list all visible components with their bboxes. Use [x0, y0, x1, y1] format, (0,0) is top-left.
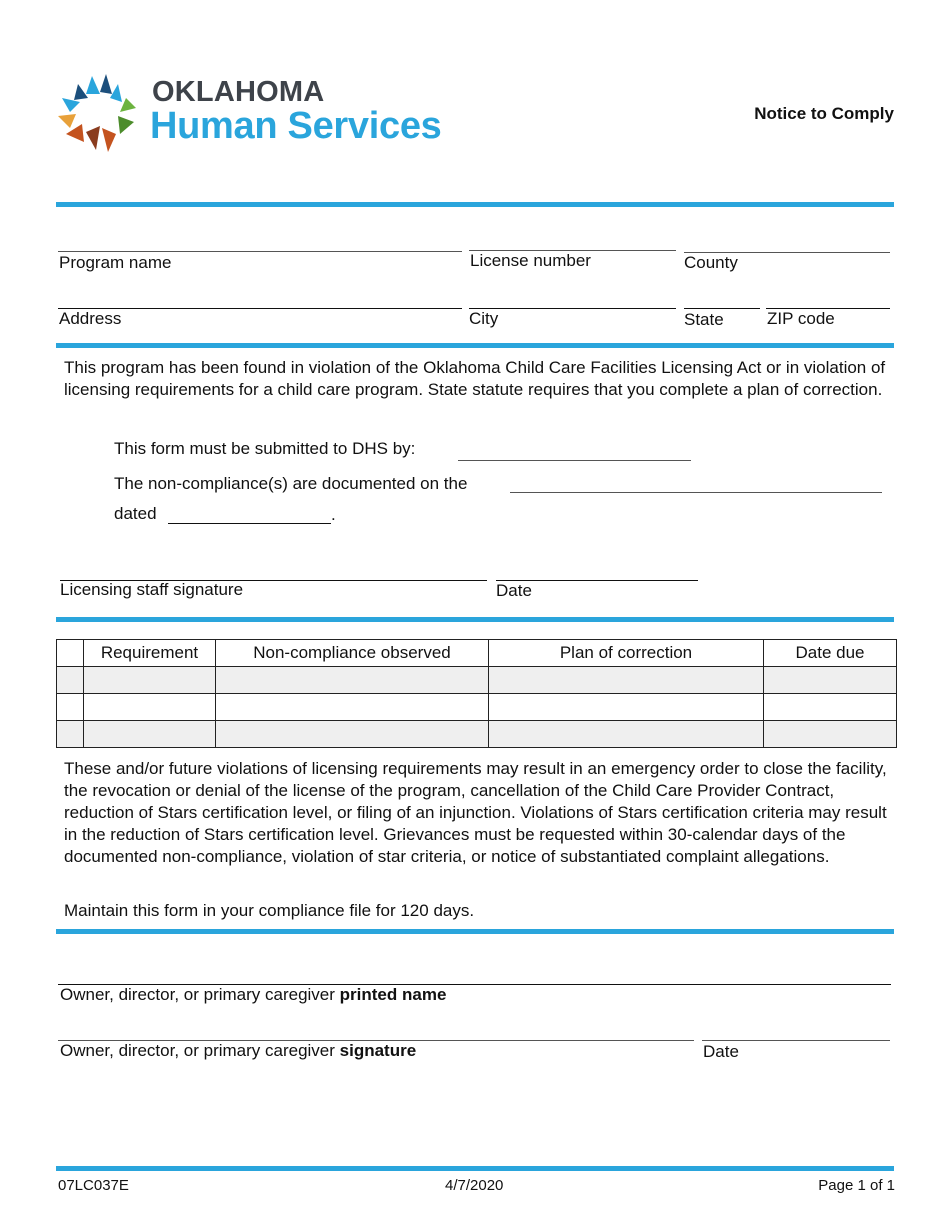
dated-period: .	[331, 505, 336, 524]
violation-intro: This program has been found in violation of the Oklahoma Child Care Facilities Licensing Act or in violation of licensing requirements for a child care program. State statute requires that you complete a plan of correction.	[64, 358, 886, 399]
dated-label: dated	[114, 504, 157, 523]
oklahoma-human-services-logo-icon	[56, 72, 138, 156]
column-header-plan-of-correction: Plan of correction	[489, 640, 764, 667]
license-number-label: License number	[470, 251, 591, 270]
city-field[interactable]	[469, 308, 676, 309]
requirement-cell[interactable]	[84, 667, 216, 694]
logo-wordmark-oklahoma: OKLAHOMA	[152, 76, 325, 108]
zip-code-label: ZIP code	[767, 309, 835, 328]
county-label: County	[684, 253, 738, 272]
section-divider	[56, 617, 894, 622]
requirement-cell[interactable]	[84, 694, 216, 721]
licensing-staff-signature-label: Licensing staff signature	[60, 580, 244, 599]
requirement-cell[interactable]	[84, 721, 216, 748]
non-compliance-cell[interactable]	[216, 694, 489, 721]
program-name-label: Program name	[59, 253, 172, 272]
owner-signature-emphasis: signature	[339, 1041, 417, 1060]
table-row	[57, 694, 897, 721]
program-name-field[interactable]	[58, 251, 462, 252]
logo-wordmark-human-services: Human Services	[150, 105, 442, 147]
column-header-non-compliance: Non-compliance observed	[216, 640, 489, 667]
state-field[interactable]	[684, 308, 760, 309]
date-due-cell[interactable]	[764, 667, 897, 694]
owner-printed-name-prefix: Owner, director, or primary caregiver	[60, 985, 340, 1004]
state-label: State	[684, 310, 724, 329]
owner-date-label: Date	[703, 1042, 739, 1061]
table-gutter-cell	[57, 694, 84, 721]
date-due-cell[interactable]	[764, 694, 897, 721]
revision-date: 4/7/2020	[445, 1177, 504, 1194]
table-gutter-cell	[57, 667, 84, 694]
footer-divider	[56, 1166, 894, 1171]
table-gutter-cell	[57, 640, 84, 667]
documented-on-field[interactable]	[510, 492, 882, 493]
section-divider	[56, 929, 894, 934]
column-header-requirement: Requirement	[84, 640, 216, 667]
table-header-row	[57, 640, 897, 667]
owner-printed-name-emphasis: printed name	[339, 985, 447, 1004]
header-divider	[56, 202, 894, 207]
non-compliance-cell[interactable]	[216, 667, 489, 694]
plan-of-correction-cell[interactable]	[489, 667, 764, 694]
section-divider	[56, 343, 894, 348]
owner-printed-name-label	[60, 985, 446, 1005]
non-compliance-cell[interactable]	[216, 721, 489, 748]
column-header-date-due: Date due	[764, 640, 897, 667]
table-row	[57, 667, 897, 694]
maintain-notice: Maintain this form in your compliance file for 120 days.	[64, 901, 475, 920]
owner-signature-prefix: Owner, director, or primary caregiver	[60, 1041, 340, 1060]
owner-date-field[interactable]	[702, 1040, 890, 1041]
page-number: Page 1 of 1	[818, 1177, 895, 1194]
plan-of-correction-cell[interactable]	[489, 694, 764, 721]
table-row	[57, 721, 897, 748]
city-label: City	[469, 309, 499, 328]
address-label: Address	[59, 309, 122, 328]
consequences-notice: These and/or future violations of licensing requirements may result in an emergency order to close the facility, the revocation or denial of the license of the program, cancellation of the Child Care Provider Contract, reduction of Stars certification level, or filing of an injunction. Violations of Stars certification criteria may result in the reduction of Stars certification level. Grievances must be requested within 30-calendar days of the documented non-compliance, violation of star criteria, or notice of substantiated complaint allegations.	[64, 759, 887, 866]
owner-signature-label	[60, 1041, 416, 1061]
documented-on-label: The non-compliance(s) are documented on the	[114, 474, 468, 493]
date-due-cell[interactable]	[764, 721, 897, 748]
licensing-staff-date-label: Date	[496, 581, 532, 600]
compliance-table	[56, 639, 897, 748]
dated-field[interactable]	[168, 523, 331, 524]
submit-by-label: This form must be submitted to DHS by:	[114, 439, 416, 458]
document-title: Notice to Comply	[754, 104, 894, 123]
submit-by-date-field[interactable]	[458, 460, 691, 461]
form-number: 07LC037E	[58, 1177, 129, 1194]
plan-of-correction-cell[interactable]	[489, 721, 764, 748]
table-gutter-cell	[57, 721, 84, 748]
